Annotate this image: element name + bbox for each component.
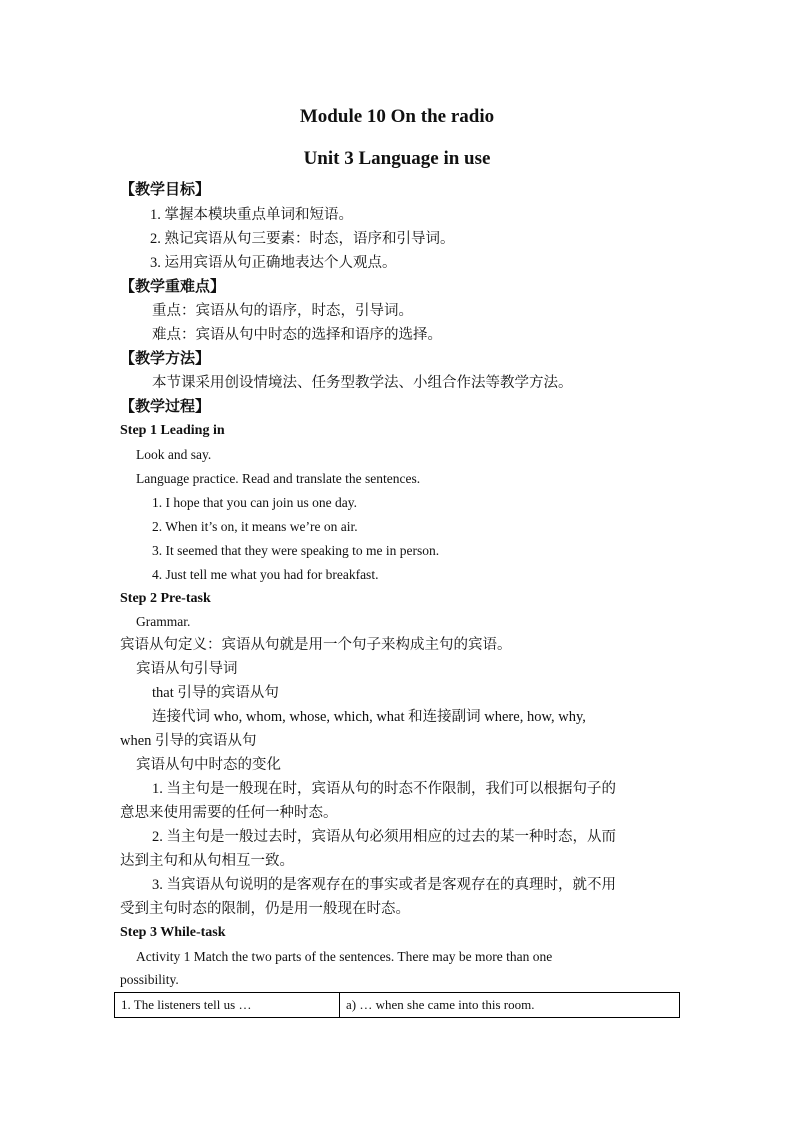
intro-heading: 宾语从句引导词 xyxy=(136,661,238,677)
activity-text: Activity 1 Match the two parts of the sentences. There may be more than one xyxy=(136,949,553,964)
methods-heading: 【教学方法】 xyxy=(120,351,211,367)
tense-rule: 1. 当主句是一般现在时，宾语从句的时态不作限制，我们可以根据句子的 xyxy=(152,781,616,797)
key-point: 重点：宾语从句的语序，时态，引导词。 xyxy=(152,303,413,319)
table-cell: 1. The listeners tell us … xyxy=(115,993,340,1018)
practice-sentence: 2. When it’s on, it means we’re on air. xyxy=(152,519,358,534)
table-row xyxy=(115,993,680,1018)
intro-conj: 连接代词 who, whom, whose, which, what 和连接副词 where, how, why, xyxy=(152,709,586,725)
practice-sentence: 1. I hope that you can join us one day. xyxy=(152,495,357,510)
objectives-heading: 【教学目标】 xyxy=(120,182,211,198)
tense-rule: 2. 当主句是一般过去时，宾语从句必须用相应的过去的某一种时态，从而 xyxy=(152,829,616,845)
step2-title: Step 2 Pre-task xyxy=(120,591,211,606)
key-points-heading: 【教学重难点】 xyxy=(120,279,226,295)
tense-rule: 3. 当宾语从句说明的是客观存在的事实或者是客观存在的真理时，就不用 xyxy=(152,877,616,893)
step1-line: Language practice. Read and translate the sentences. xyxy=(136,471,421,486)
module-title: Module 10 On the radio xyxy=(299,106,495,127)
tense-rule: 意思来使用需要的任何一种时态。 xyxy=(120,805,338,821)
methods-text: 本节课采用创设情境法、任务型教学法、小组合作法等教学方法。 xyxy=(152,375,573,391)
practice-sentence: 4. Just tell me what you had for breakfast. xyxy=(152,567,379,582)
step1-line: Look and say. xyxy=(136,447,212,462)
objective-item: 1. 掌握本模块重点单词和短语。 xyxy=(150,207,353,223)
unit-subtitle: Unit 3 Language in use xyxy=(303,148,491,169)
tense-rule: 达到主句和从句相互一致。 xyxy=(120,853,294,869)
definition-text: 宾语从句定义：宾语从句就是用一个句子来构成主句的宾语。 xyxy=(120,637,512,653)
objective-item: 3. 运用宾语从句正确地表达个人观点。 xyxy=(150,255,397,271)
grammar-label: Grammar. xyxy=(136,614,191,629)
practice-sentence: 3. It seemed that they were speaking to me in person. xyxy=(152,543,440,558)
intro-that: that 引导的宾语从句 xyxy=(152,685,279,701)
tense-rule: 受到主句时态的限制，仍是用一般现在时态。 xyxy=(120,901,410,917)
activity-text: possibility. xyxy=(120,972,179,987)
table-cell: a) … when she came into this room. xyxy=(340,993,680,1018)
step3-title: Step 3 While-task xyxy=(120,925,226,940)
objective-item: 2. 熟记宾语从句三要素：时态，语序和引导词。 xyxy=(150,231,455,247)
process-heading: 【教学过程】 xyxy=(120,399,211,415)
tense-heading: 宾语从句中时态的变化 xyxy=(136,757,281,773)
difficult-point: 难点：宾语从句中时态的选择和语序的选择。 xyxy=(152,327,442,343)
step1-title: Step 1 Leading in xyxy=(120,423,225,438)
match-table xyxy=(114,992,680,1018)
intro-conj: when 引导的宾语从句 xyxy=(120,733,257,749)
